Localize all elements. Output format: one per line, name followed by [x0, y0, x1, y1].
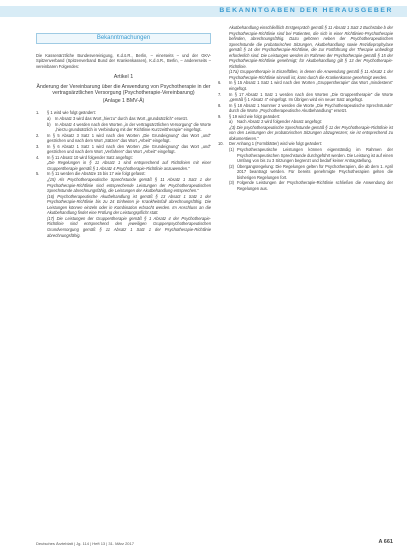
indent-spacer — [218, 147, 229, 164]
item-number: 9. — [218, 113, 222, 119]
running-head: BEKANNTGABEN DER HERAUSGEBER — [219, 7, 393, 14]
item-text: (16) Psychotherapeutische Akutbehandlung ist gemäß § 13 Absatz 1 Satz 1 der Psychotherapie-Richtlinie bis zu 24 Einheiten je Krankheitsfall abrechnungsfähig. Die Leistungen können einzeln oder in Kombination erbracht werden. Im Anschluss an die Akutbehandlung findet eine Prüfung der Leistungspflicht statt. — [47, 193, 211, 216]
item-text: § 19 wird wie folgt geändert: — [229, 113, 281, 119]
list-item — [36, 177, 211, 194]
item-text: (17a) Gruppentherapie in Einzelfällen, in denen die Anwendung gemäß § 11 Absatz 1 der Psychotherapie-Richtlinie sinnvoll ist, kann durch die Krankenkasse genehmigt werden. — [229, 69, 393, 80]
item-number: 10. — [218, 141, 224, 147]
item-text: In § 6 Absatz 1 Satz 1 wird nach den Worten „Die Grundeignung" das Wort „und" gestrichen und nach dem Wort „Verfahren" das Wort „Arbeit" eingefügt. — [47, 143, 211, 155]
item-text: Der Anhang 1 (Formblätter) wird wie folgt geändert: — [229, 141, 323, 147]
item-text: Psychotherapeutische Leistungen können eigenständig im Rahmen der Psychotherapeutischen Sprechstunde durchgeführt werden. Die Leistung ist auf einen Umfang von bis zu 3 Sitzungen begrenzt und bedarf keiner Antragstellung. — [237, 147, 393, 164]
item-text: In Absatz 3 wird das Wort „hierzu" durch das Wort „grundsätzlich" ersetzt. — [55, 116, 188, 122]
item-text: In § 17 Absatz 1 Satz 1 werden nach den Worten „Die Gruppentherapie" die Worte „gemäß § 1 Absatz 4" eingefügt. Im Übrigen wird ein neuer Satz angefügt. — [229, 91, 393, 103]
list-item — [218, 80, 393, 91]
right-column — [218, 25, 393, 191]
list-item — [218, 125, 393, 142]
list-item — [36, 133, 211, 144]
item-number: 2. — [36, 132, 40, 138]
item-text: In § 18 Absatz 1 Nummer 2 werden die Worte „Die Psychotherapeutische Sprechstunde" durch die Worte „Psychotherapeutische Akutbehandlung" ersetzt. — [229, 102, 393, 114]
left-column — [36, 25, 211, 238]
list-item — [36, 216, 211, 238]
item-number: 6. — [218, 80, 222, 86]
list-item — [36, 194, 211, 216]
item-number: 3. — [36, 143, 40, 149]
left-body — [36, 110, 211, 238]
item-text: § 1 wird wie folgt geändert: — [47, 110, 96, 116]
sub-item-marker: a) — [229, 119, 233, 125]
item-text: In § 15 Absatz 1 Satz 1 wird nach den Worten „Gruppentherapie" das Wort „mindestens" eingefügt. — [229, 80, 393, 92]
item-number: 5. — [36, 171, 40, 177]
item-number: 8. — [218, 102, 222, 108]
list-item — [218, 92, 393, 103]
item-text: In § 11 Absatz 10 wird folgender Satz angefügt: — [47, 154, 133, 160]
footer-citation: Deutsches Ärzteblatt | Jg. 114 | Heft 13 | 31. März 2017 — [36, 541, 134, 546]
item-text: (17) Die Leistungen der Gruppentherapie gemäß § 1 Absatz 4 der Psychotherapie-Richtlinie sind entsprechend den jeweiligen Gruppenpsychotherapeutischen Grundversorgung gemäß § 11 Absatz 1 Satz 1 der Psychotherapie-Richtlinie abrechnungsfähig. — [47, 215, 211, 238]
item-text: Folgende Leistungen der Psychotherapie-Richtlinie schließen die Anwendung der Regelungen aus. — [237, 180, 393, 191]
item-text: Akutbehandlung einschließlich Erstgespräch gemäß § 11 Absatz 1 Satz 2 Buchstabe b der Psychotherapie-Richtlinie sind bei Patienten, die sich in einer Richtlinien-Psychotherapie befinden, abrechnungsfähig. Dazu gehören neben der Psychotherapeutischen Sprechstunde die probatorischen Sitzungen, Akutbehandlung sowie Rezidivprophylaxe gemäß § 14 der Psychotherapie-Richtlinie, die zur Fortführung der Therapie unbedingt erforderlich sind. Die Leistungen werden im Rahmen der Psychotherapie gemäß § 15 der Psychotherapie-Richtlinie genehmigt; für Akutbehandlung gilt § 13 der Psychotherapie-Richtlinie. — [229, 25, 393, 69]
right-body — [218, 25, 393, 191]
list-item — [218, 69, 393, 80]
indent-spacer — [218, 25, 229, 69]
indent-spacer — [36, 194, 47, 216]
page-number: A 661 — [378, 539, 393, 545]
annex-label: (Anlage 1 BMV-Ä) — [102, 97, 145, 104]
list-item — [218, 147, 393, 164]
indent-spacer — [218, 164, 229, 181]
article-heading: Artikel 1 — [113, 74, 134, 81]
item-text: „(3) Die psychotherapeutische Sprechstunde gemäß § 11 der Psychotherapie-Richtlinie ist von den Leistungen der probatorischen Sitzungen abzugrenzen; sie ist entsprechend zu dokumentieren." — [229, 124, 393, 141]
list-item — [36, 144, 211, 155]
list-item — [218, 180, 393, 191]
item-text: „(15) Als Psychotherapeutische Sprechstunde gemäß § 11 Absatz 1 Satz 1 der Psychotherapie-Richtlinie sind entsprechende Leistungen der Psychotherapeutischen Sprechstunde abrechnungsfähig, die Leistungen der Akutbehandlung entsprechen." — [47, 177, 211, 194]
sub-item-marker: (3) — [229, 180, 235, 186]
item-text: Übergangsregelung: Die Regelungen gelten für Psychotherapien, die ab dem 1. April 2017 beantragt werden. Für bereits genehmigte Psychotherapien gelten die bisherigen Regelungen fort. — [237, 163, 393, 180]
item-text: Nach Absatz 2 wird folgender Absatz angefügt: — [237, 119, 322, 125]
indent-spacer — [36, 160, 47, 171]
item-text: In Absatz 4 werden nach den Worten „in der vertragsärztlichen Versorgung" die Worte „hierzu grundsätzlich in Verbindung mit der Richtlinie Kurzzeittherapie" eingefügt. — [55, 121, 211, 133]
indent-spacer — [36, 122, 47, 133]
list-item — [218, 103, 393, 114]
list-item — [218, 25, 393, 69]
sub-item-marker: b) — [47, 121, 51, 127]
item-number: 1. — [36, 110, 40, 116]
indent-spacer — [36, 216, 47, 238]
sub-item-marker: a) — [47, 116, 51, 122]
list-item — [218, 164, 393, 181]
list-item — [36, 160, 211, 171]
sub-item-marker: (2) — [229, 163, 235, 169]
indent-spacer — [218, 69, 229, 80]
item-number: 4. — [36, 154, 40, 160]
indent-spacer — [218, 180, 229, 191]
item-number: 7. — [218, 91, 222, 97]
item-text: „Die Regelungen in § 11 Absatz 1 sind entsprechend auf Richtlinien mit einer Gruppentherapie gemäß § 1 Absatz 4 Psychotherapie-Richtlinie anzuwenden." — [47, 160, 211, 171]
headline: Änderung der Vereinbarung über die Anwendung von Psychotherapie in der vertragsärztlichen Versorgung (Psychotherapie-Vereinbarung) — [36, 83, 211, 97]
intro-paragraph: Die Kassenärztliche Bundesvereinigung, K.d.ö.R., Berlin, – einerseits – und der GKV-Spitzenverband (Spitzenverband Bund der Krankenkassen), K.d.ö.R., Berlin, – andererseits – vereinbaren Folgendes: — [36, 52, 211, 69]
indent-spacer — [36, 177, 47, 194]
list-item — [36, 122, 211, 133]
sub-item-marker: (1) — [229, 147, 235, 153]
indent-spacer — [218, 125, 229, 142]
section-title-box: Bekanntmachungen — [36, 33, 211, 44]
item-text: In § 11 werden die Absätze 15 bis 17 wie folgt gefasst: — [47, 171, 146, 177]
item-text: In § 5 Absatz 3 Satz 1 wird nach den Worten „Die Grundeignung" das Wort „und" gestrichen und nach dem Wort „Sätzen" das Wort „Arbeit" eingefügt. — [47, 132, 211, 144]
